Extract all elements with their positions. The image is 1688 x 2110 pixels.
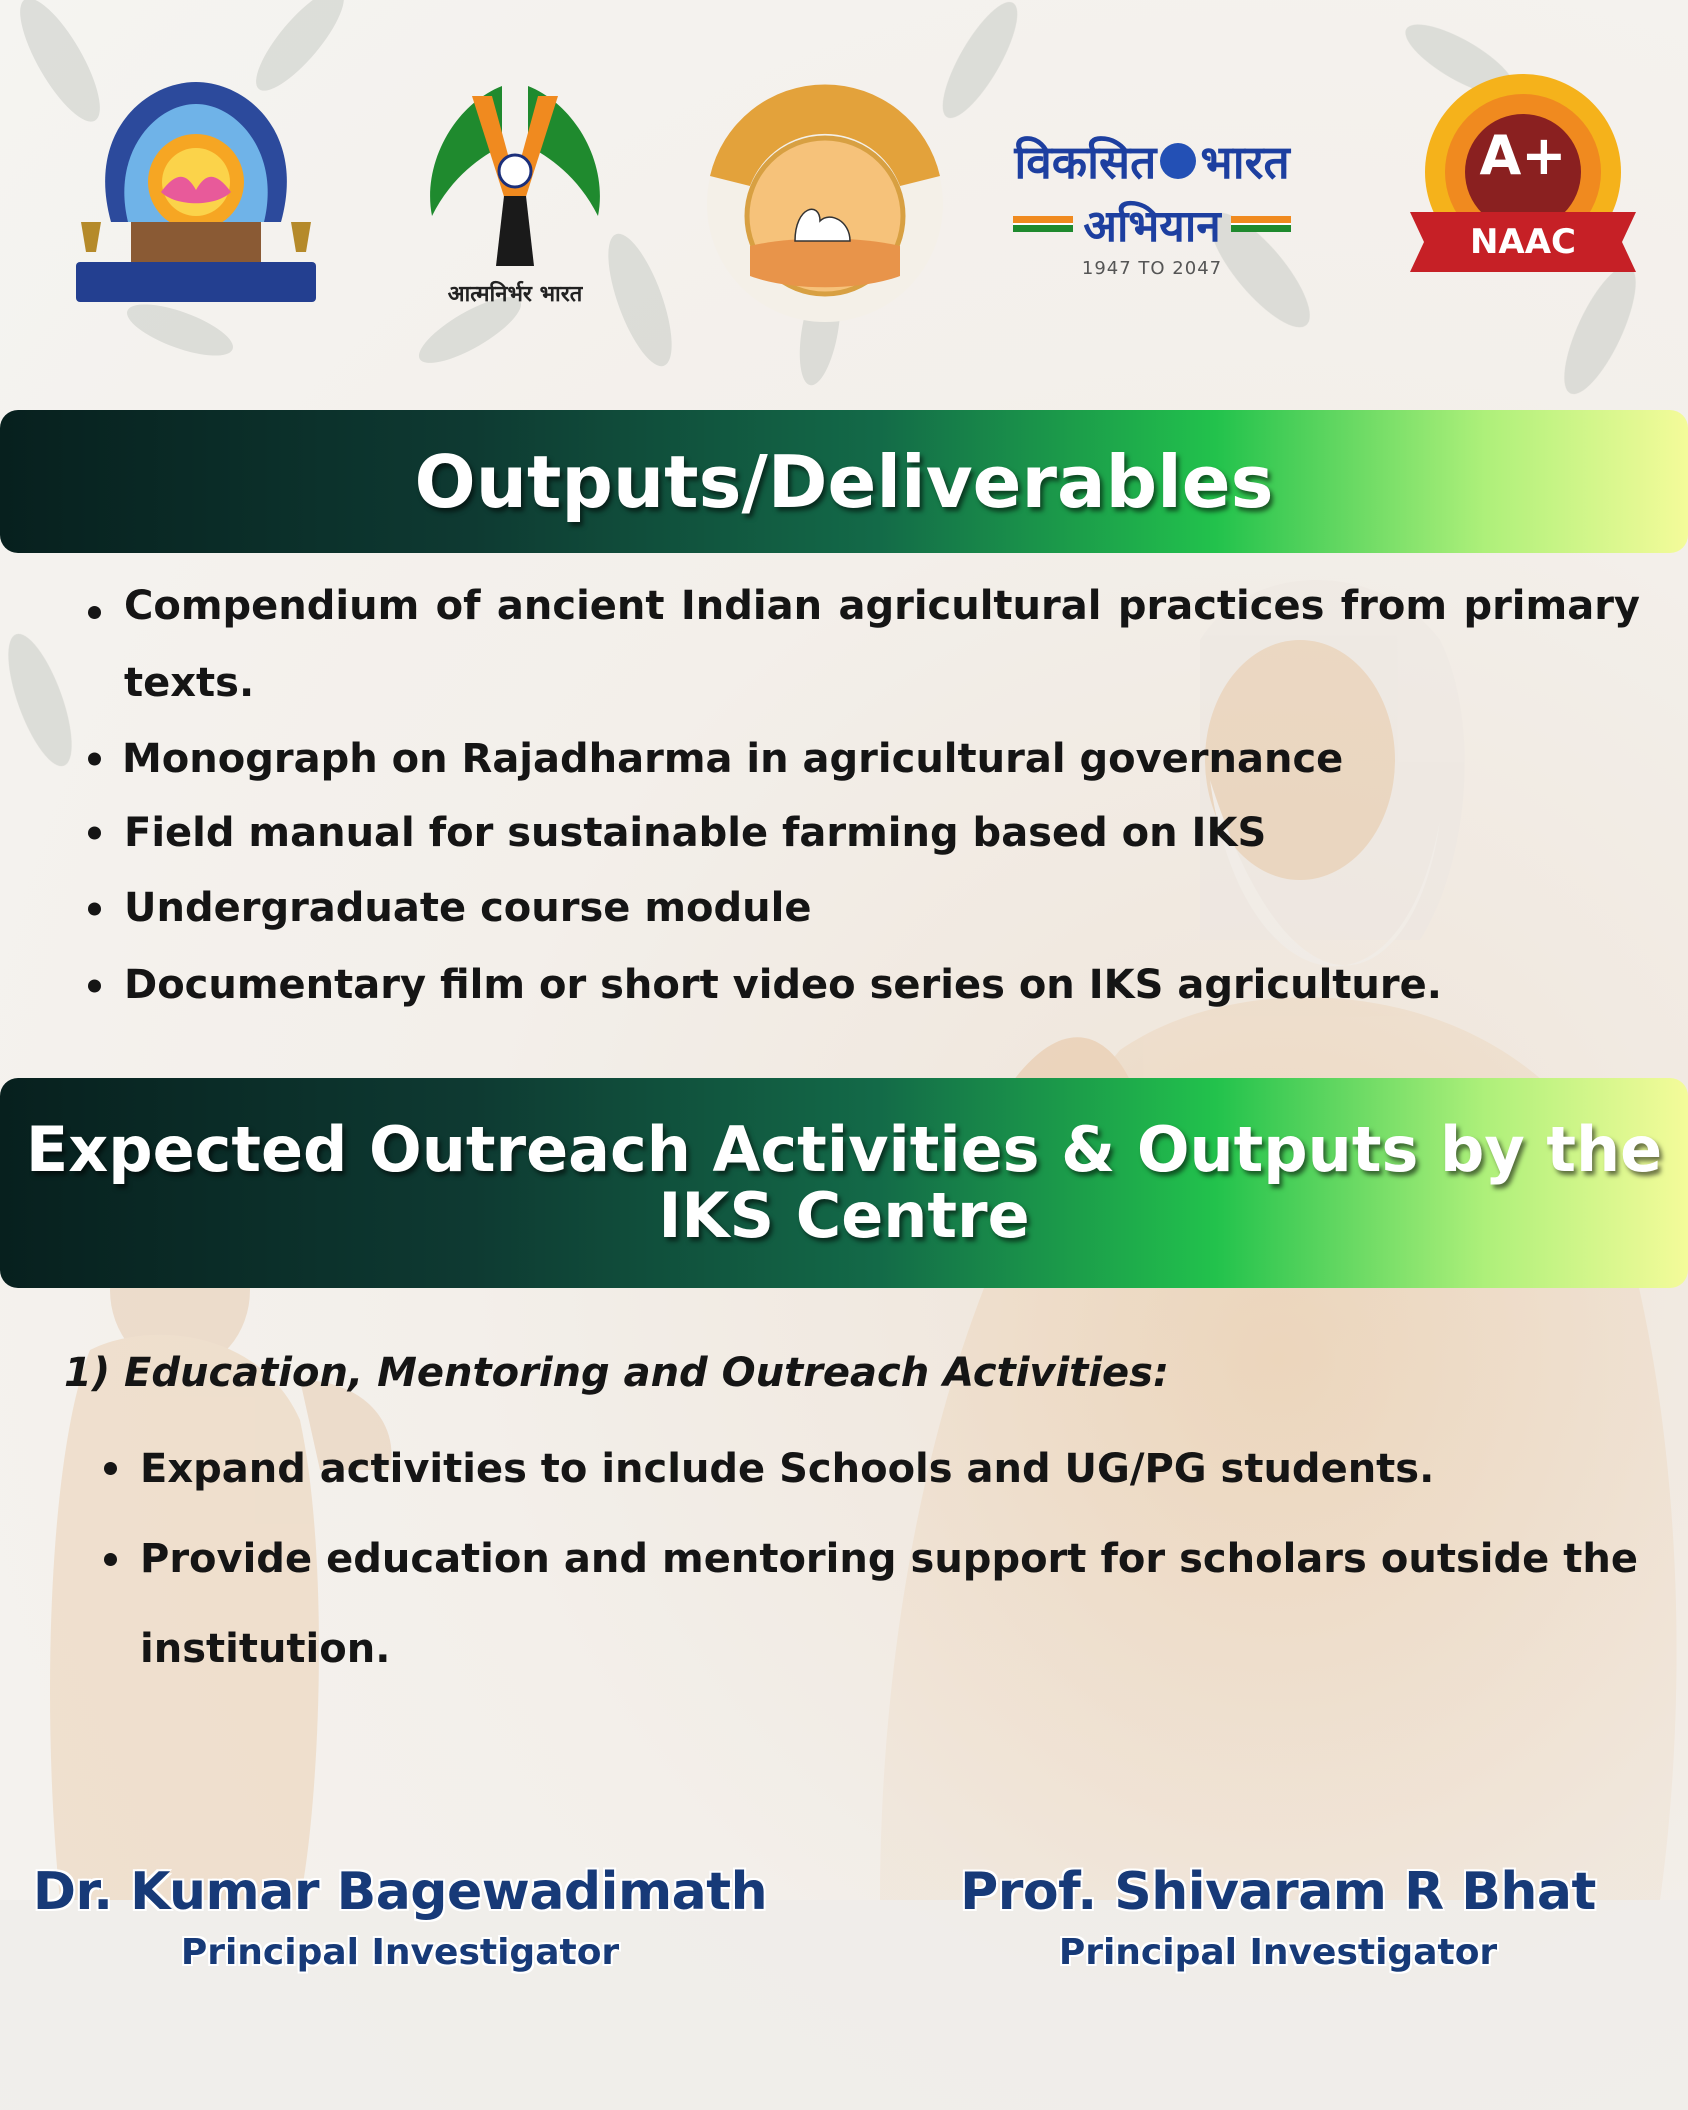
list-item: Provide education and mentoring support for scholars outside the institution. [98, 1514, 1638, 1694]
tricolor-left [1013, 216, 1073, 232]
signatory-role: Principal Investigator [1058, 1932, 1498, 1973]
outreach-list [98, 1424, 1638, 1694]
list-item: Documentary film or short video series on IKS agriculture. [82, 947, 1640, 1024]
viksit-word: विकसित [1014, 135, 1157, 189]
deliverables-list [82, 568, 1640, 1024]
atmanirbhar-bharat-logo [412, 66, 618, 326]
years-range: 1947 TO 2047 [1081, 258, 1223, 279]
outputs-deliverables-banner [0, 410, 1688, 553]
signatory-name: Dr. Kumar Bagewadimath [32, 1862, 768, 1922]
list-item: Expand activities to include Schools and UG/PG students. [98, 1424, 1638, 1514]
signatory-left [30, 1862, 770, 1973]
list-item: Monograph on Rajadharma in agricultural governance [82, 722, 1640, 796]
list-item: Compendium of ancient Indian agricultural practices from primary texts. [82, 568, 1640, 722]
list-item: Undergraduate course module [82, 870, 1640, 947]
naac-ribbon-text: NAAC [1469, 222, 1577, 262]
abhiyan-word: अभियान [1083, 201, 1221, 252]
signatory-right [908, 1862, 1648, 1973]
iks-logo [700, 76, 950, 326]
outreach-subheading: 1) Education, Mentoring and Outreach Activities: [64, 1350, 1169, 1396]
globe-icon [1160, 143, 1196, 179]
bharat-word: भारत [1200, 135, 1290, 189]
viksit-bharat-abhiyan-logo [996, 130, 1308, 280]
atmanirbhar-caption: आत्मनिर्भर भारत [447, 282, 583, 307]
section2-title-line2: IKS Centre [658, 1179, 1030, 1252]
tricolor-right [1231, 216, 1291, 232]
section1-title: Outputs/Deliverables [414, 439, 1274, 524]
signatory-name: Prof. Shivaram R Bhat [960, 1862, 1596, 1922]
university-logo [66, 72, 326, 308]
naac-grade: A+ [1479, 124, 1567, 187]
outreach-activities-banner [0, 1078, 1688, 1288]
section2-title-line1: Expected Outreach Activities & Outputs by the [25, 1113, 1663, 1186]
signatory-role: Principal Investigator [180, 1932, 620, 1973]
naac-a-plus-logo [1390, 72, 1656, 308]
list-item: Field manual for sustainable farming based on IKS [82, 796, 1640, 870]
